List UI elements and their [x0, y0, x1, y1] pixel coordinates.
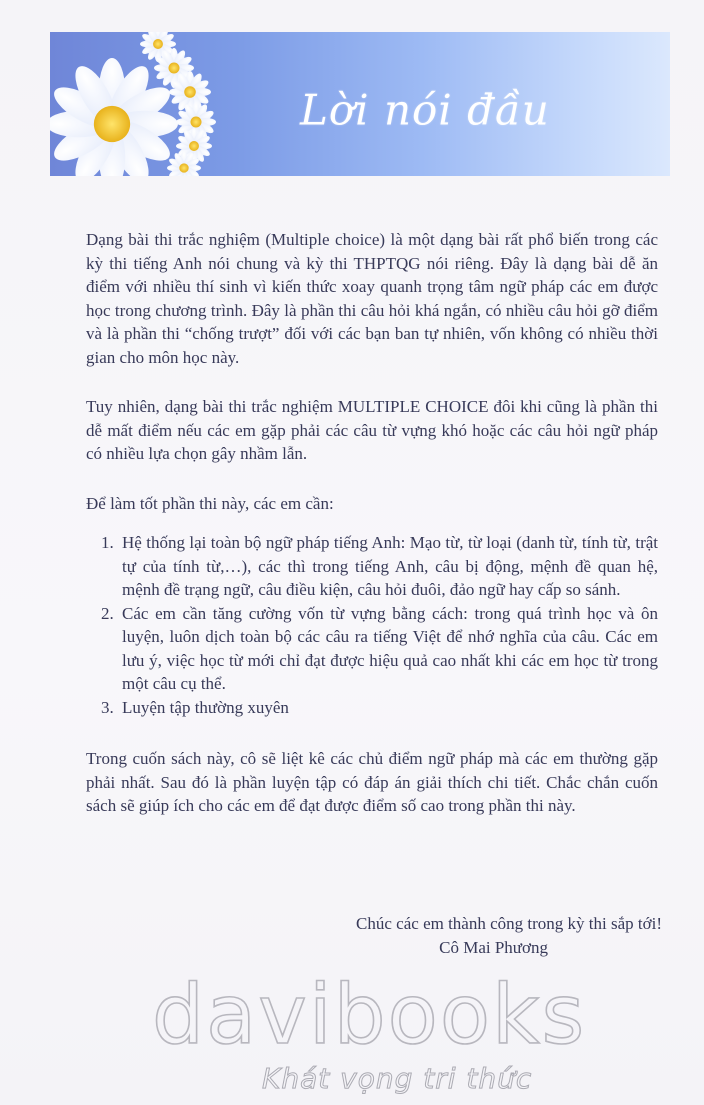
- paragraph-2: Tuy nhiên, dạng bài thi trắc nghiệm MULTIPLE CHOICE đôi khi cũng là phần thi dễ mất điểm nếu các em gặp phải các câu từ vựng khó hoặc các câu hỏi ngữ pháp có nhiều lựa chọn gây nhầm lẫn.: [86, 397, 658, 463]
- page-title: Lời nói đầu: [300, 85, 550, 135]
- watermark-brand: davibooks: [152, 968, 587, 1063]
- preface-body: [86, 228, 658, 844]
- list-item: 2. Các em cần tăng cường vốn từ vựng bằng cách: trong quá trình học và ôn luyện, luôn dịch toàn bộ các câu ra tiếng Việt để nhớ nghĩa của câu. Các em lưu ý, việc học từ mới chỉ đạt được hiệu quả cao nhất khi các em học từ trong một câu cụ thể.: [118, 602, 658, 696]
- watermark-slogan: Khát vọng tri thức: [262, 1062, 533, 1095]
- list-item: 1. Hệ thống lại toàn bộ ngữ pháp tiếng Anh: Mạo từ, từ loại (danh từ, tính từ, trật tự của tính từ,…), các thì trong tiếng Anh, câu bị động, mệnh đề quan hệ, mệnh đề trạng ngữ, câu điều kiện, câu hỏi đuôi, đảo ngữ hay cấp so sánh.: [118, 531, 658, 602]
- requirements-list: [86, 531, 658, 719]
- signoff: [200, 912, 662, 959]
- list-item: 3. Luyện tập thường xuyên: [118, 696, 658, 720]
- paragraph-3: Trong cuốn sách này, cô sẽ liệt kê các chủ điểm ngữ pháp mà các em thường gặp phải nhất. Sau đó là phần luyện tập có đáp án giải thích chi tiết. Chắc chắn cuốn sách sẽ giúp ích cho các em để đạt được điểm số cao trong phần thi này.: [86, 749, 658, 815]
- author-name: Cô Mai Phương: [439, 937, 548, 957]
- closing-wish: Chúc các em thành công trong kỳ thi sắp tới!: [356, 914, 662, 933]
- header-banner: [50, 32, 670, 176]
- requirements-intro: Để làm tốt phần thi này, các em cần:: [86, 493, 334, 513]
- daisy-flowers-illustration: [50, 32, 250, 176]
- paragraph-1: Dạng bài thi trắc nghiệm (Multiple choice) là một dạng bài rất phổ biến trong các kỳ thi tiếng Anh nói chung và kỳ thi THPTQG nói riêng. Đây là dạng bài dễ ăn điểm với nhiều thí sinh vì kiến thức xoay quanh trọng tâm ngữ pháp các em được học trong chương trình. Đây là phần thi câu hỏi khá ngắn, có nhiều câu hỏi gỡ điểm và là phần thi “chống trượt” đối với các bạn ban tự nhiên, vốn không có nhiều thời gian cho môn học này.: [86, 230, 658, 367]
